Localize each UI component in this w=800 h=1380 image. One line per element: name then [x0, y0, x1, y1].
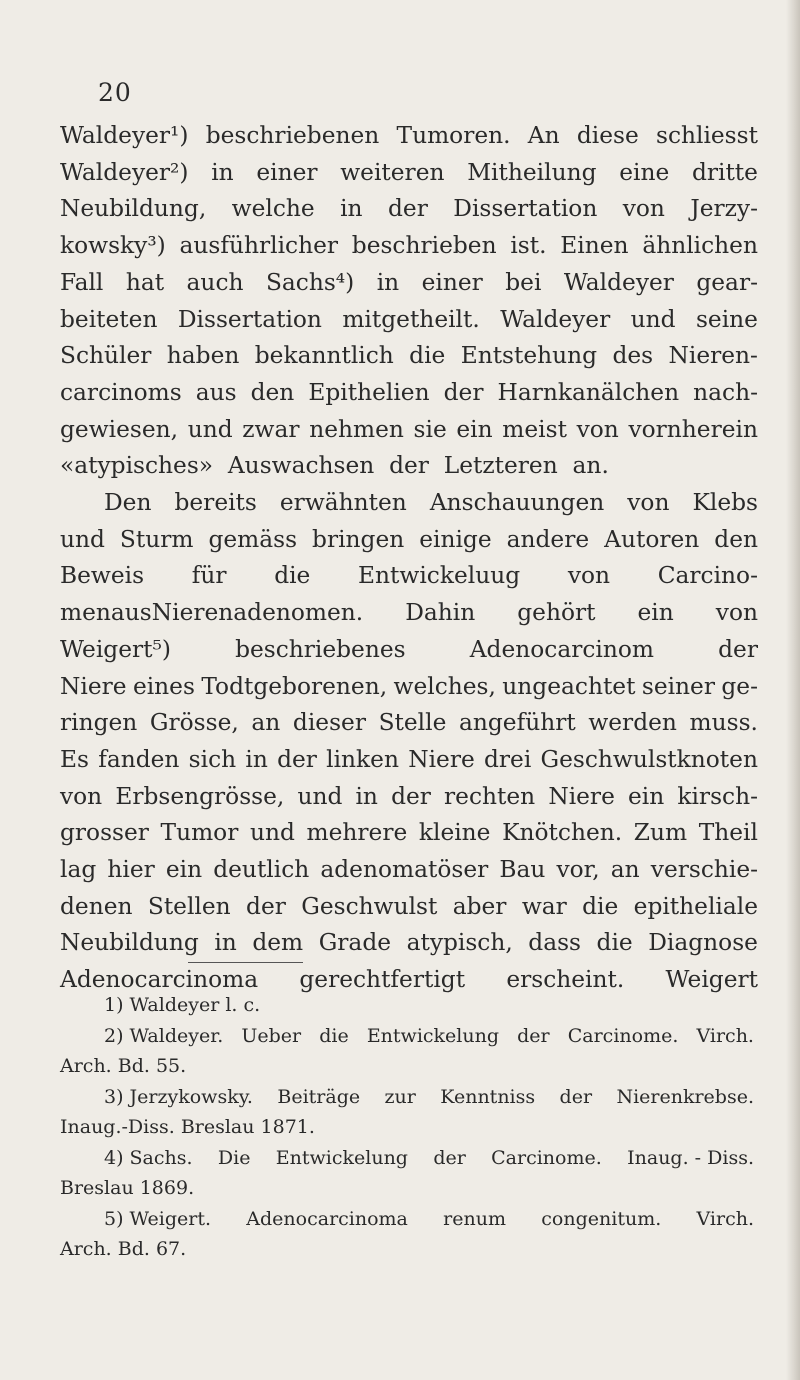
word: von — [627, 489, 670, 517]
word: der — [517, 1024, 550, 1047]
word: aus — [195, 378, 237, 406]
word: die — [274, 562, 311, 590]
word: muss. — [689, 709, 758, 737]
word: Sturm — [119, 525, 194, 553]
word: Anschauungen — [429, 489, 605, 517]
word: die — [596, 929, 633, 957]
word: 3) Jerzykowsky. — [104, 1085, 253, 1108]
word: gear- — [696, 268, 758, 296]
word: Den — [104, 489, 152, 517]
word: Nieren- — [668, 342, 758, 370]
word: Waldeyer — [500, 305, 611, 333]
word: von — [567, 562, 611, 590]
word: auch — [186, 268, 244, 296]
text-line — [60, 669, 758, 706]
word: mehrere — [306, 819, 408, 847]
word: Niere — [548, 782, 615, 810]
word: ähnlichen — [642, 232, 758, 260]
word: und — [249, 819, 295, 847]
word: dem — [252, 929, 304, 957]
word: Nierenkrebse. — [616, 1085, 754, 1108]
word: grosser — [60, 819, 149, 847]
word: renum — [443, 1207, 506, 1230]
word: ausführlicher — [179, 232, 339, 260]
footnote-line — [60, 1051, 754, 1082]
footnotes — [60, 990, 754, 1265]
word: der — [277, 745, 317, 773]
word: an — [251, 709, 281, 737]
word: ringen — [60, 709, 138, 737]
word: Waldeyer¹) — [60, 122, 189, 149]
text-line — [60, 338, 758, 375]
word: an. — [572, 452, 609, 480]
text-line — [60, 412, 758, 449]
word: eines — [132, 672, 195, 700]
word: lag — [60, 856, 97, 884]
word: Adenocarcinom — [469, 635, 654, 663]
text-line — [60, 779, 758, 816]
word: Virch. — [696, 1024, 754, 1047]
word: der — [443, 378, 484, 406]
word: gerechtfertigt — [299, 966, 466, 994]
word: Es — [60, 745, 89, 773]
word: gehört — [517, 599, 596, 627]
word: in — [214, 929, 237, 957]
text-line — [60, 558, 758, 595]
text-line — [60, 302, 758, 339]
word: erwähnten — [279, 489, 407, 517]
word: Breslau 1869. — [60, 1177, 195, 1199]
word: von — [622, 195, 665, 223]
word: Weigert — [665, 966, 758, 994]
footnote-line — [60, 1173, 754, 1204]
word: Dahin — [405, 599, 476, 627]
text-line — [60, 705, 758, 742]
word: Mitheilung — [467, 158, 597, 186]
word: der — [388, 195, 428, 223]
word: Niere — [60, 672, 127, 700]
footnote-line — [60, 1021, 754, 1052]
text-line — [60, 925, 758, 962]
text-line — [60, 632, 758, 669]
word: Beweis — [60, 562, 145, 590]
word: drei — [484, 745, 532, 773]
text-line — [60, 191, 758, 228]
word: Dissertation — [453, 195, 598, 223]
text-line — [60, 448, 758, 485]
word: Carcino- — [657, 562, 758, 590]
word: den — [714, 525, 758, 553]
word: vor, — [556, 856, 600, 884]
word: rechten — [444, 782, 536, 810]
word: Erbsengrösse, — [115, 782, 285, 810]
word: angeführt — [458, 709, 576, 737]
word: seine — [695, 305, 758, 333]
word: adenomatöser — [320, 856, 489, 884]
word: und — [297, 782, 343, 810]
word: deutlich — [213, 856, 310, 884]
word: Letzteren — [443, 452, 558, 480]
word: Grade — [318, 929, 392, 957]
text-line — [60, 522, 758, 559]
text-line — [60, 889, 758, 926]
word: die — [319, 1024, 349, 1047]
word: werden — [588, 709, 677, 737]
word: ge- — [721, 672, 758, 700]
text-line — [60, 852, 758, 889]
word: Entstehung — [460, 342, 598, 370]
word: Harnkanälchen — [497, 378, 680, 406]
footnote-divider — [188, 962, 303, 963]
footnote-line — [60, 990, 754, 1021]
word: von — [576, 415, 619, 443]
word: Niere — [408, 745, 475, 773]
word: und — [60, 525, 105, 553]
text-line — [60, 375, 758, 412]
word: sich — [188, 745, 237, 773]
footnote-line — [60, 1143, 754, 1174]
word: weiteren — [340, 158, 445, 186]
word: 2) Waldeyer. — [104, 1024, 224, 1047]
text-line — [60, 228, 758, 265]
word: Adenocarcinoma — [60, 966, 259, 994]
word: mitgetheilt. — [342, 305, 480, 333]
word: an — [610, 856, 640, 884]
word: Einen — [560, 232, 629, 260]
word: beschrieben — [351, 232, 497, 260]
text-line — [60, 742, 758, 779]
word: der — [559, 1085, 593, 1108]
word: Die — [217, 1146, 251, 1169]
word: Schüler — [60, 342, 152, 370]
word: Epithelien — [308, 378, 430, 406]
word: Bau — [499, 856, 546, 884]
word: beschriebenes — [235, 635, 406, 663]
word: Geschwulst — [301, 892, 438, 920]
word: kowsky³) — [60, 232, 166, 260]
word: Waldeyer — [563, 268, 674, 296]
word: fanden — [98, 745, 180, 773]
word: Theil — [698, 819, 758, 847]
word: Inaug. - Diss. — [627, 1146, 754, 1169]
word: Diagnose — [648, 929, 758, 957]
word: die — [409, 342, 446, 370]
word: An — [527, 122, 560, 149]
text-line — [60, 265, 758, 302]
word: menausNierenadenomen. — [60, 599, 364, 627]
word: haben — [166, 342, 240, 370]
word: welches, — [393, 672, 496, 700]
word: welche — [231, 195, 315, 223]
word: des — [612, 342, 654, 370]
word: in — [211, 158, 234, 186]
word: in — [340, 195, 363, 223]
word: einer — [421, 268, 483, 296]
word: der — [246, 892, 286, 920]
word: nach- — [693, 378, 758, 406]
word: sie — [413, 415, 447, 443]
word: Ueber — [241, 1024, 302, 1047]
word: ungeachtet — [502, 672, 636, 700]
word: ein — [637, 599, 674, 627]
text-line — [60, 815, 758, 852]
text-line — [60, 595, 758, 632]
word: aber — [452, 892, 507, 920]
word: seiner — [641, 672, 715, 700]
word: atypisch, — [406, 929, 513, 957]
word: Inaug.-Diss. Breslau 1871. — [60, 1116, 315, 1138]
word: gemäss — [208, 525, 298, 553]
word: für — [191, 562, 227, 590]
word: hat — [125, 268, 165, 296]
word: Jerzy- — [690, 195, 758, 223]
footnote-line — [60, 1234, 754, 1265]
word: Fall — [60, 268, 104, 296]
word: war — [521, 892, 567, 920]
word: Autoren — [604, 525, 700, 553]
word: verschie- — [650, 856, 758, 884]
text-line — [60, 155, 758, 192]
word: bekanntlich — [254, 342, 394, 370]
word: ein — [627, 782, 665, 810]
word: congenitum. — [541, 1207, 662, 1230]
word: eine — [619, 158, 670, 186]
word: dritte — [691, 158, 758, 186]
word: Arch. Bd. 67. — [60, 1238, 187, 1260]
word: Tumoren. — [396, 122, 511, 149]
page-number: 20 — [98, 78, 132, 107]
word: hier — [107, 856, 155, 884]
word: die — [582, 892, 619, 920]
word: gewiesen, — [60, 415, 179, 443]
word: in — [376, 268, 400, 296]
scan-edge — [786, 0, 800, 1380]
word: linken — [326, 745, 399, 773]
word: kirsch- — [677, 782, 758, 810]
word: Kenntniss — [440, 1085, 536, 1108]
word: Knötchen. — [502, 819, 623, 847]
word: in — [355, 782, 378, 810]
word: der — [389, 452, 429, 480]
word: und — [187, 415, 233, 443]
word: Tumor — [160, 819, 239, 847]
word: denen — [60, 892, 133, 920]
word: Beiträge — [277, 1085, 361, 1108]
word: Adenocarcinoma — [246, 1207, 408, 1230]
word: einer — [256, 158, 318, 186]
word: Carcinome. — [491, 1146, 602, 1169]
text-line — [60, 118, 758, 155]
word: Stelle — [378, 709, 447, 737]
word: Klebs — [692, 489, 758, 517]
word: Neubildung, — [60, 195, 207, 223]
word: 1) Waldeyer l. c. — [104, 994, 261, 1016]
word: Waldeyer²) — [60, 158, 189, 186]
word: Grösse, — [149, 709, 239, 737]
word: der — [718, 635, 758, 663]
word: bringen — [312, 525, 405, 553]
word: Stellen — [147, 892, 231, 920]
word: Geschwulstknoten — [540, 745, 758, 773]
word: Neubildung — [60, 929, 199, 957]
word: erscheint. — [506, 966, 625, 994]
text-line — [60, 485, 758, 522]
word: Entwickeluug — [358, 562, 521, 590]
footnote-line — [60, 1112, 754, 1143]
word: Sachs⁴) — [265, 268, 355, 296]
word: 5) Weigert. — [104, 1207, 212, 1230]
word: Entwickelung — [275, 1146, 408, 1169]
word: nehmen — [309, 415, 404, 443]
footnote-line — [60, 1204, 754, 1235]
word: Zum — [633, 819, 688, 847]
word: bei — [505, 268, 542, 296]
word: Virch. — [696, 1207, 754, 1230]
word: schliesst — [655, 122, 758, 149]
word: Carcinome. — [567, 1024, 679, 1047]
word: Arch. Bd. 55. — [60, 1055, 187, 1077]
main-text — [60, 118, 758, 999]
word: und — [630, 305, 676, 333]
word: beiteten — [60, 305, 158, 333]
word: Auswachsen — [227, 452, 375, 480]
word: ist. — [510, 232, 547, 260]
word: meist — [502, 415, 567, 443]
word: beschriebenen — [205, 122, 380, 149]
word: vornherein — [628, 415, 758, 443]
word: in — [245, 745, 268, 773]
word: Dissertation — [177, 305, 322, 333]
word: kleine — [418, 819, 491, 847]
word: von — [715, 599, 758, 627]
word: bereits — [174, 489, 257, 517]
word: carcinoms — [60, 378, 182, 406]
word: Weigert⁵) — [60, 635, 171, 663]
word: 4) Sachs. — [104, 1146, 193, 1169]
word: der — [433, 1146, 466, 1169]
word: dieser — [292, 709, 366, 737]
word: einige — [419, 525, 492, 553]
word: epitheliale — [633, 892, 758, 920]
word: andere — [506, 525, 590, 553]
word: Entwickelung — [366, 1024, 500, 1047]
word: «atypisches» — [60, 452, 214, 480]
word: ein — [165, 856, 203, 884]
word: von — [60, 782, 103, 810]
footnote-line — [60, 1082, 754, 1113]
word: den — [250, 378, 295, 406]
word: der — [391, 782, 431, 810]
word: Todtgeborenen, — [201, 672, 388, 700]
word: dass — [528, 929, 582, 957]
word: zwar — [242, 415, 300, 443]
word: zur — [384, 1085, 416, 1108]
word: diese — [576, 122, 639, 149]
word: ein — [456, 415, 493, 443]
